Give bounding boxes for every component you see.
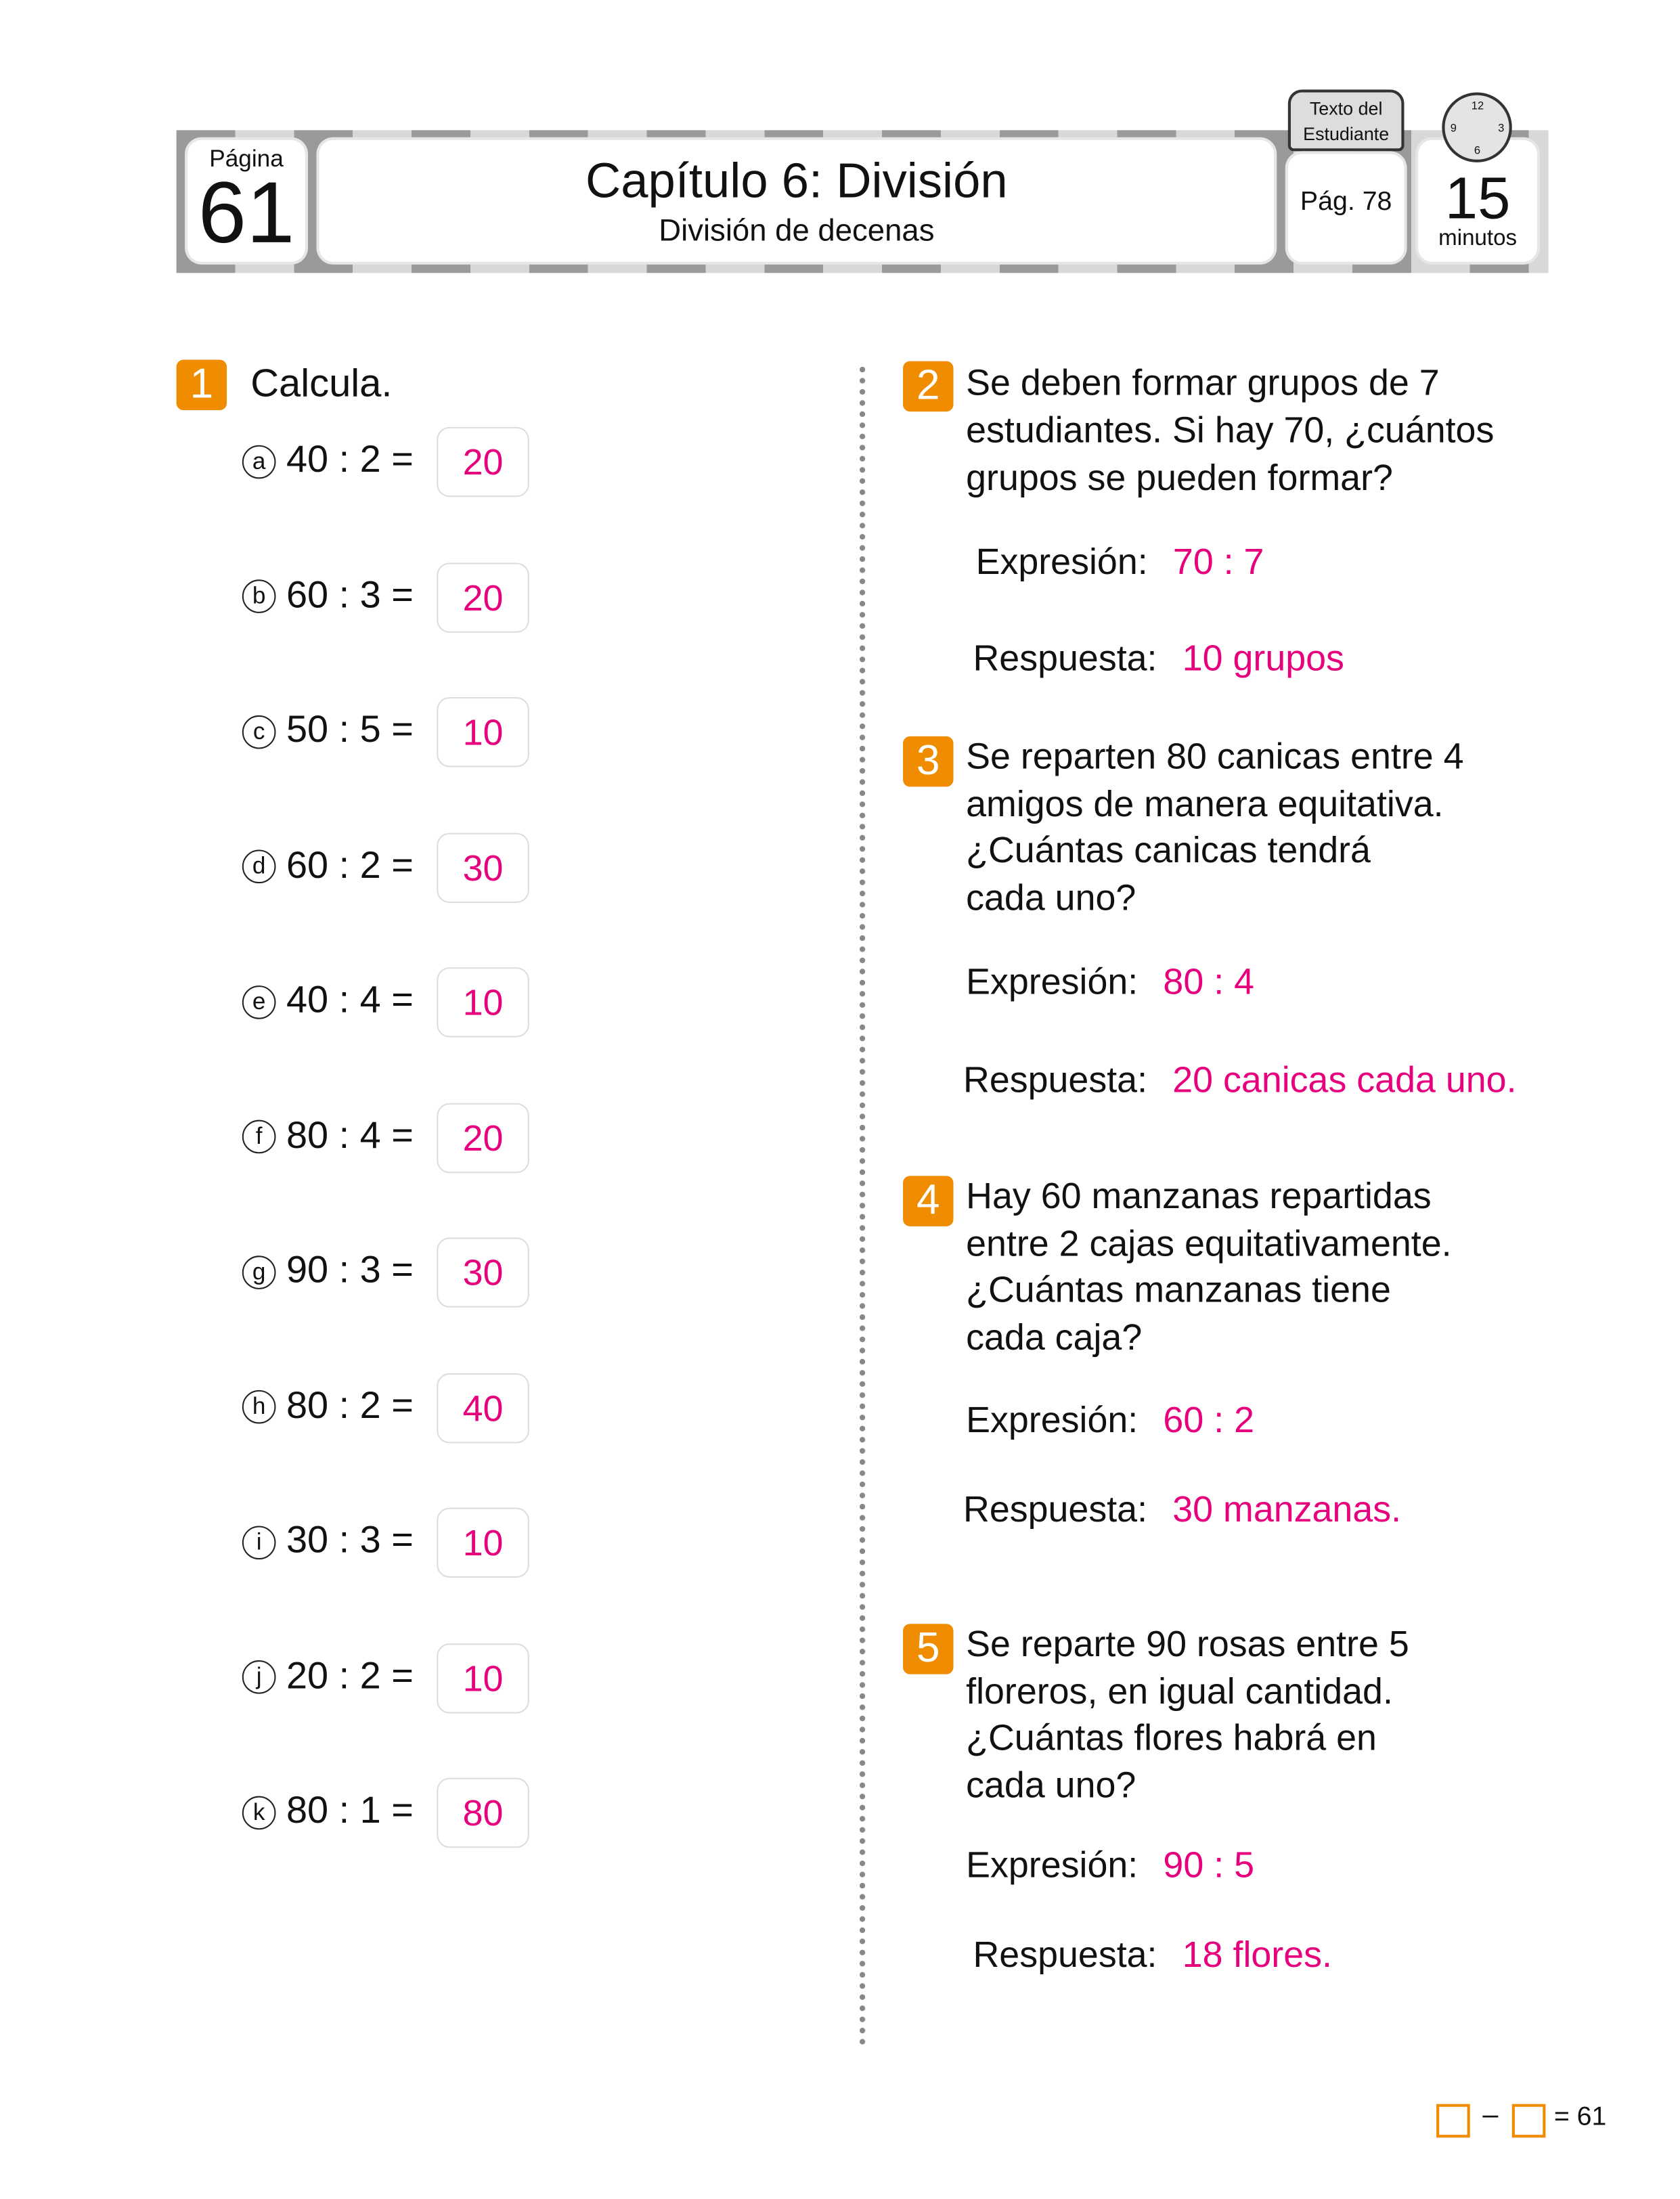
answer-box[interactable]: 20 <box>437 427 529 497</box>
problem-text-line: grupos se pueden formar? <box>966 456 1393 499</box>
problem-number-badge: 2 <box>903 361 953 412</box>
item-expression: 40 : 2 = <box>286 438 414 481</box>
problem-text-line: Se reparten 80 canicas entre 4 <box>966 734 1464 777</box>
problem-number-badge: 4 <box>903 1176 953 1226</box>
answer-box[interactable]: 10 <box>437 1643 529 1712</box>
student-text-label: Texto del Estudiante <box>1303 97 1390 145</box>
expression-answer[interactable]: 70 : 7 <box>1172 540 1264 583</box>
problem-text-line: ¿Cuántas canicas tendrá <box>966 828 1371 871</box>
item-expression: 80 : 2 = <box>286 1383 414 1426</box>
item-expression: 90 : 3 = <box>286 1248 414 1291</box>
exercise-number-badge: 1 <box>177 360 227 410</box>
item-expression: 50 : 5 = <box>286 708 414 751</box>
student-text-page: Pág. 78 <box>1300 187 1392 217</box>
problem-text-line: entre 2 cajas equitativamente. <box>966 1221 1452 1264</box>
problem-number-badge: 3 <box>903 736 953 786</box>
item-letter-icon: i <box>242 1526 276 1559</box>
item-letter-icon: g <box>242 1256 276 1289</box>
page-title: Capítulo 6: División <box>585 154 1008 209</box>
answer-label: Respuesta: <box>963 1488 1148 1530</box>
problem-text-line: cada uno? <box>966 875 1136 918</box>
answer-row <box>963 1488 1401 1532</box>
time-value: 15 <box>1444 165 1511 231</box>
page-number-box <box>187 140 305 262</box>
expression-row <box>976 540 1264 583</box>
item-letter-icon: d <box>242 850 276 884</box>
answer-box[interactable]: 20 <box>437 1103 529 1172</box>
page-subtitle: División de decenas <box>659 213 935 248</box>
expression-row <box>966 960 1254 1004</box>
exercise-item <box>242 1654 414 1697</box>
problem-statement <box>966 1621 1409 1808</box>
item-expression: 60 : 3 = <box>286 573 414 616</box>
expression-label: Expresión: <box>966 1398 1139 1441</box>
problem-text-line: Hay 60 manzanas repartidas <box>966 1174 1432 1217</box>
problem-text-line: ¿Cuántas flores habrá en <box>966 1716 1377 1758</box>
student-text-box <box>1288 154 1405 262</box>
problem-text-line: estudiantes. Si hay 70, ¿cuántos <box>966 408 1495 451</box>
book-icon <box>1288 89 1405 151</box>
answer-box[interactable]: 30 <box>437 832 529 902</box>
expression-answer[interactable]: 90 : 5 <box>1163 1843 1255 1886</box>
answer-box[interactable]: 20 <box>437 562 529 631</box>
answer-square[interactable] <box>1512 2104 1546 2138</box>
problem-text-line: amigos de manera equitativa. <box>966 782 1444 824</box>
exercise-instruction: Calcula. <box>250 361 393 405</box>
answer-label: Respuesta: <box>973 1933 1157 1976</box>
alarm-clock-icon <box>1442 93 1511 162</box>
problem-text-line: Se deben formar grupos de 7 <box>966 361 1440 403</box>
answer-row <box>973 637 1344 680</box>
exercise-item <box>242 979 414 1022</box>
item-expression: 60 : 2 = <box>286 843 414 886</box>
answer-box[interactable]: 40 <box>437 1373 529 1442</box>
expression-label: Expresión: <box>966 1843 1139 1886</box>
item-expression: 20 : 2 = <box>286 1653 414 1696</box>
problem-text-line: Se reparte 90 rosas entre 5 <box>966 1622 1409 1665</box>
answer-label: Respuesta: <box>973 637 1157 680</box>
exercise-item <box>242 1789 414 1832</box>
expression-row <box>966 1844 1254 1887</box>
expression-answer[interactable]: 80 : 4 <box>1163 960 1255 1002</box>
item-letter-icon: k <box>242 1796 276 1829</box>
answer-box[interactable]: 10 <box>437 1508 529 1578</box>
answer-text[interactable]: 20 canicas cada uno. <box>1172 1058 1517 1101</box>
answer-label: Respuesta: <box>963 1058 1148 1101</box>
clock-number: 12 <box>1471 99 1484 112</box>
answer-text[interactable]: 18 flores. <box>1182 1933 1332 1976</box>
clock-number: 3 <box>1498 121 1505 135</box>
answer-box[interactable]: 10 <box>437 967 529 1037</box>
problem-statement <box>966 358 1494 501</box>
item-expression: 80 : 1 = <box>286 1789 414 1831</box>
item-expression: 40 : 4 = <box>286 978 414 1021</box>
item-letter-icon: h <box>242 1391 276 1425</box>
exercise-item <box>242 1519 414 1562</box>
page-label: Página <box>209 146 284 173</box>
item-letter-icon: e <box>242 985 276 1019</box>
column-divider <box>860 367 865 2047</box>
page-number: 61 <box>198 165 295 262</box>
item-letter-icon: a <box>242 445 276 479</box>
answer-square[interactable] <box>1436 2104 1470 2138</box>
item-letter-icon: b <box>242 580 276 614</box>
answer-box[interactable]: 30 <box>437 1237 529 1307</box>
exercise-item <box>242 1384 414 1427</box>
expression-label: Expresión: <box>966 960 1139 1002</box>
expression-row <box>966 1398 1254 1442</box>
exercise-item <box>242 843 414 887</box>
exercise-item <box>242 573 414 617</box>
problem-number-badge: 5 <box>903 1624 953 1674</box>
problem-text-line: ¿Cuántas manzanas tiene <box>966 1268 1391 1310</box>
item-letter-icon: c <box>242 715 276 749</box>
clock-number: 9 <box>1450 121 1457 135</box>
expression-answer[interactable]: 60 : 2 <box>1163 1398 1255 1441</box>
problem-statement <box>966 734 1463 921</box>
answer-text[interactable]: 30 manzanas. <box>1172 1488 1402 1530</box>
answer-text[interactable]: 10 grupos <box>1182 637 1344 680</box>
exercise-item <box>242 438 414 481</box>
exercise-item <box>242 709 414 752</box>
item-letter-icon: j <box>242 1661 276 1695</box>
answer-box[interactable]: 80 <box>437 1778 529 1848</box>
problem-text-line: cada uno? <box>966 1763 1136 1806</box>
problem-text-line: floreros, en igual cantidad. <box>966 1669 1393 1712</box>
item-expression: 80 : 4 = <box>286 1113 414 1156</box>
answer-row <box>973 1933 1331 1976</box>
time-unit: minutos <box>1438 227 1518 251</box>
exercise-item <box>242 1113 414 1157</box>
problem-statement <box>966 1173 1451 1360</box>
title-box <box>319 140 1275 262</box>
footer-equation: = 61 <box>1553 2102 1607 2133</box>
expression-label: Expresión: <box>975 540 1148 583</box>
clock-number: 6 <box>1474 144 1481 157</box>
minus-sign: – <box>1482 2100 1499 2131</box>
answer-row <box>963 1059 1517 1102</box>
item-expression: 30 : 3 = <box>286 1519 414 1561</box>
item-letter-icon: f <box>242 1120 276 1154</box>
problem-text-line: cada caja? <box>966 1315 1143 1358</box>
exercise-item <box>242 1249 414 1292</box>
answer-box[interactable]: 10 <box>437 697 529 767</box>
